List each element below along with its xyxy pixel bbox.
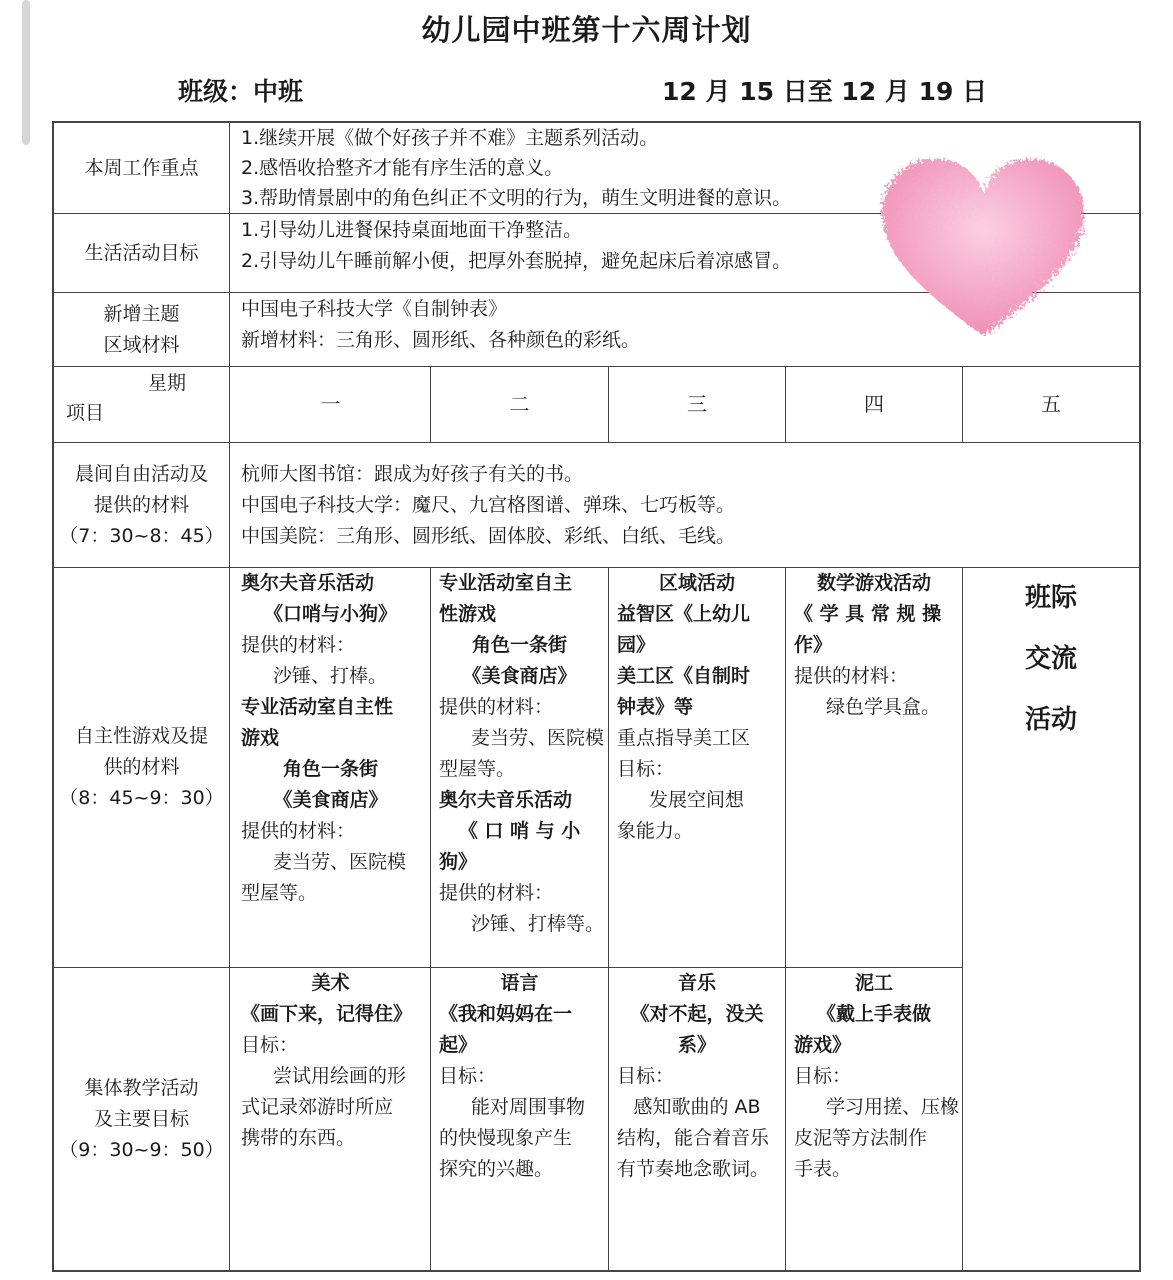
cell-line: 目标： [617, 1065, 675, 1087]
cell-line: 麦当劳、医院模 [471, 727, 605, 749]
cell-line: 《我和妈妈在一 [439, 1003, 573, 1025]
cell-line: 目标： [617, 758, 675, 780]
morning-label [54, 443, 229, 567]
cell-line: 狗》 [439, 851, 478, 873]
cell-line: 麦当劳、医院模 [273, 851, 407, 873]
cell-line: 式记录郊游时所应 [241, 1096, 394, 1118]
fri-line: 交流 [1024, 644, 1077, 674]
cell-line: 结构，能合着音乐 [617, 1127, 770, 1149]
cell-line: 提供的材料： [439, 882, 554, 904]
work-focus-line: 3.帮助情景剧中的角色纠正不文明的行为，萌生文明进餐的意识。 [241, 187, 792, 209]
cell-line: 沙锤、打棒等。 [471, 913, 605, 935]
morning-line: 中国美院：三角形、圆形纸、固体胶、彩纸、白纸、毛线。 [241, 525, 736, 547]
new-theme-label-line: 新增主题 [103, 302, 180, 325]
new-theme-label [54, 293, 229, 366]
cell-line: 皮泥等方法制作 [794, 1127, 928, 1149]
cell-line: 作》 [794, 634, 833, 656]
cell-line: 提供的材料： [241, 634, 356, 656]
date-range: 12 月 15 日至 12 月 19 日 [662, 77, 988, 106]
cell-line: 能对周围事物 [471, 1096, 586, 1118]
cell-line: 目标： [241, 1034, 299, 1056]
cell-line: 角色一条街 [282, 758, 378, 780]
fri-line: 活动 [1024, 705, 1077, 735]
page-title: 幼儿园中班第十六周计划 [421, 13, 752, 47]
free-play-fri [963, 568, 1139, 868]
cell-line: 专业活动室自主 [439, 572, 573, 594]
day-header-wed: 三 [687, 392, 707, 416]
life-goals-line: 2.引导幼儿午睡前解小便，把厚外套脱掉，避免起床后着凉感冒。 [241, 250, 792, 272]
cell-line: 尝试用绘画的形 [273, 1065, 407, 1087]
cell-line: 提供的材料： [241, 820, 356, 842]
cell-line: 《 学 具 常 规 操 [794, 603, 942, 625]
cell-line: 《戴上手表做 [816, 1003, 931, 1025]
cell-line: 数学游戏活动 [816, 572, 931, 594]
free-play-label-line: （8：45~9：30） [59, 787, 224, 809]
free-play-mon [231, 568, 430, 967]
work-focus-label: 本周工作重点 [84, 156, 199, 179]
cell-line: 沙锤、打棒。 [273, 665, 388, 687]
cell-line: 发展空间想 [649, 789, 745, 811]
day-header-tue: 二 [509, 392, 530, 416]
cell-line: 专业活动室自主性 [241, 696, 394, 718]
cell-line: 探究的兴趣。 [439, 1158, 554, 1180]
free-play-wed [609, 568, 785, 967]
cell-line: 奥尔夫音乐活动 [439, 789, 573, 811]
cell-line: 型屋等。 [439, 758, 516, 780]
life-goals-line: 1.引导幼儿进餐保持桌面地面干净整洁。 [241, 219, 583, 241]
day-header-mon: 一 [320, 392, 341, 416]
cell-line: 绿色学具盒。 [826, 696, 941, 718]
cell-line: 《画下来，记得住》 [241, 1003, 413, 1025]
work-focus-line: 1.继续开展《做个好孩子并不难》主题系列活动。 [241, 127, 659, 149]
work-focus-line: 2.感悟收拾整齐才能有序生活的意义。 [241, 157, 564, 179]
cell-line: 园》 [617, 634, 656, 656]
day-header-fri: 五 [1041, 392, 1061, 416]
cell-line: 的快慢现象产生 [439, 1127, 573, 1149]
cell-line: 重点指导美工区 [617, 727, 751, 749]
cell-line: 感知歌曲的 AB [633, 1096, 761, 1118]
teaching-label-line: （9：30~9：50） [59, 1138, 224, 1161]
cell-line: 角色一条街 [471, 634, 567, 656]
weekday-header-label: 星期 [148, 372, 187, 394]
free-play-label [54, 568, 229, 967]
cell-line: 系》 [677, 1034, 716, 1056]
teaching-mon [231, 968, 430, 1270]
cell-line: 携带的东西。 [241, 1127, 356, 1149]
day-header-thu: 四 [864, 392, 884, 416]
cell-line: 语言 [500, 972, 539, 994]
morning-label-line: （7：30~8：45） [59, 524, 224, 547]
cell-line: 《口哨与小狗》 [263, 603, 397, 625]
teaching-label-line: 及主要目标 [93, 1107, 189, 1130]
free-play-label-line: 自主性游戏及提 [74, 725, 208, 747]
morning-label-line: 晨间自由活动及 [74, 462, 208, 485]
teaching-thu [786, 968, 962, 1270]
cell-line: 有节奏地念歌词。 [617, 1158, 770, 1180]
item-header-label: 项目 [66, 402, 105, 424]
new-theme-line: 新增材料：三角形、圆形纸、各种颜色的彩纸。 [241, 329, 641, 351]
free-play-tue [431, 568, 608, 967]
morning-line: 中国电子科技大学：魔尺、九宫格图谱、弹珠、七巧板等。 [241, 494, 736, 516]
heart-decoration [872, 148, 1094, 343]
cell-line: 钟表》等 [617, 696, 694, 718]
cell-line: 美术 [311, 972, 350, 994]
cell-line: 游戏 [241, 727, 280, 749]
cell-line: 游戏》 [794, 1034, 852, 1056]
cell-line: 型屋等。 [241, 882, 318, 904]
free-play-label-line: 供的材料 [103, 756, 180, 778]
cell-line: 《美食商店》 [273, 789, 388, 811]
cell-line: 益智区《上幼儿 [617, 603, 751, 625]
cell-line: 《对不起，没关 [630, 1003, 764, 1025]
cell-line: 泥工 [854, 972, 893, 994]
teaching-tue [431, 968, 608, 1270]
teaching-label [54, 968, 229, 1270]
cell-line: 音乐 [677, 972, 716, 994]
cell-line: 目标： [794, 1065, 852, 1087]
teaching-label-line: 集体教学活动 [84, 1076, 199, 1099]
class-info: 班级：中班 [178, 77, 304, 106]
new-theme-label-line: 区域材料 [103, 333, 180, 356]
morning-content [231, 459, 1131, 559]
cell-line: 《 口 哨 与 小 [458, 820, 581, 842]
fri-line: 班际 [1024, 583, 1077, 613]
cell-line: 提供的材料： [794, 665, 909, 687]
teaching-wed [609, 968, 785, 1270]
free-play-thu [786, 568, 962, 967]
morning-line: 杭师大图书馆：跟成为好孩子有关的书。 [241, 463, 584, 485]
cell-line: 区域活动 [658, 572, 735, 594]
cell-line: 起》 [439, 1034, 478, 1056]
new-theme-line: 中国电子科技大学《自制钟表》 [241, 298, 508, 320]
cell-line: 《美食商店》 [462, 665, 577, 687]
cell-line: 奥尔夫音乐活动 [241, 572, 375, 594]
cell-line: 象能力。 [617, 820, 694, 842]
life-goals-label: 生活活动目标 [84, 241, 199, 264]
cell-line: 提供的材料： [439, 696, 554, 718]
cell-line: 学习用搓、压橡 [826, 1096, 960, 1118]
cell-line: 目标： [439, 1065, 497, 1087]
cell-line: 手表。 [794, 1158, 852, 1180]
morning-label-line: 提供的材料 [93, 493, 189, 516]
cell-line: 性游戏 [439, 603, 497, 625]
cell-line: 美工区《自制时 [617, 665, 751, 687]
